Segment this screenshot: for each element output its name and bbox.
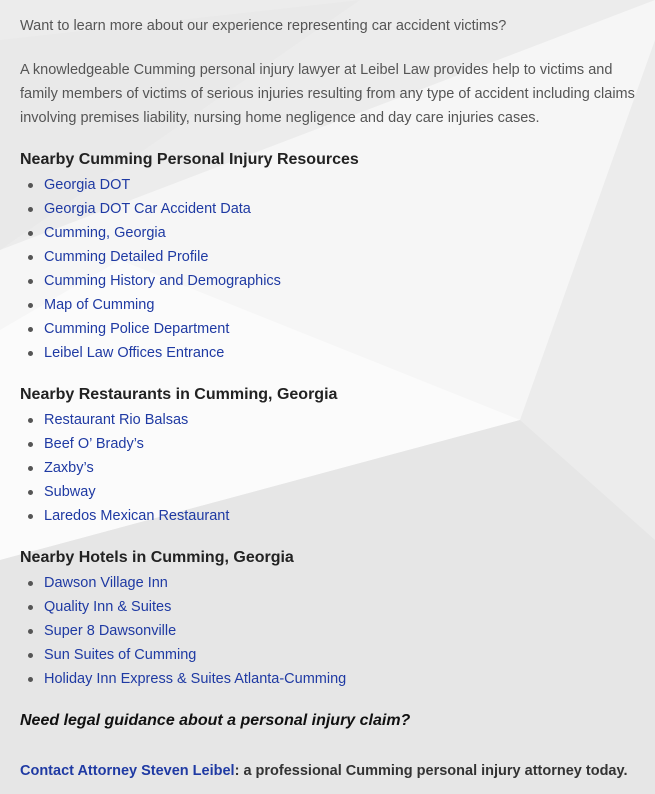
contact-attorney-link[interactable]: Contact Attorney Steven Leibel: [20, 763, 235, 779]
bullet-icon: [28, 466, 33, 471]
list-item: [20, 197, 648, 221]
list-item: [20, 245, 648, 269]
list-item: [20, 341, 648, 365]
list-item: [20, 408, 648, 432]
link-holiday-inn-express[interactable]: Holiday Inn Express & Suites Atlanta-Cumming: [44, 671, 347, 687]
list-item: [20, 595, 648, 619]
bullet-icon: [28, 183, 33, 188]
bullet-icon: [28, 442, 33, 447]
link-zaxbys[interactable]: Zaxby’s: [44, 460, 94, 476]
link-map-of-cumming[interactable]: Map of Cumming: [44, 297, 155, 313]
hotels-list: [20, 571, 648, 691]
link-sun-suites[interactable]: Sun Suites of Cumming: [44, 647, 197, 663]
bullet-icon: [28, 677, 33, 682]
bullet-icon: [28, 231, 33, 236]
link-cumming-georgia[interactable]: Cumming, Georgia: [44, 225, 166, 241]
list-item: [20, 480, 648, 504]
bullet-icon: [28, 605, 33, 610]
bullet-icon: [28, 279, 33, 284]
bullet-icon: [28, 207, 33, 212]
list-item: [20, 269, 648, 293]
list-item: [20, 173, 648, 197]
list-item: [20, 504, 648, 528]
link-laredos-mexican[interactable]: Laredos Mexican Restaurant: [44, 508, 230, 524]
link-subway[interactable]: Subway: [44, 484, 96, 500]
bullet-icon: [28, 490, 33, 495]
bullet-icon: [28, 351, 33, 356]
intro-text: Want to learn more about our experience representing car accident victims?: [20, 18, 507, 34]
bullet-icon: [28, 418, 33, 423]
restaurants-section: [20, 384, 648, 528]
resources-section: [20, 149, 648, 365]
list-item: [20, 619, 648, 643]
bullet-icon: [28, 581, 33, 586]
bullet-icon: [28, 303, 33, 308]
list-item: [20, 456, 648, 480]
bullet-icon: [28, 653, 33, 658]
link-leibel-law-entrance[interactable]: Leibel Law Offices Entrance: [44, 345, 225, 361]
hotels-section: [20, 547, 648, 691]
link-beef-o-bradys[interactable]: Beef O’ Brady’s: [44, 436, 144, 452]
list-item: [20, 221, 648, 245]
link-cumming-history[interactable]: Cumming History and Demographics: [44, 273, 281, 289]
main-paragraph: A knowledgeable Cumming personal injury lawyer at Leibel Law provides help to victims and family members of victims of serious injuries resulting from any type of accident including claims involving premises liability, nursing home negligence and day care injuries cases.: [20, 62, 635, 126]
link-cumming-detailed-profile[interactable]: Cumming Detailed Profile: [44, 249, 209, 265]
restaurants-list: [20, 408, 648, 528]
resources-list: [20, 173, 648, 365]
link-restaurant-rio-balsas[interactable]: Restaurant Rio Balsas: [44, 412, 189, 428]
link-georgia-dot-car-accident-data[interactable]: Georgia DOT Car Accident Data: [44, 201, 251, 217]
link-super-8[interactable]: Super 8 Dawsonville: [44, 623, 177, 639]
list-item: [20, 293, 648, 317]
section-heading: Nearby Hotels in Cumming, Georgia: [20, 549, 294, 566]
bullet-icon: [28, 514, 33, 519]
cta-rest-text: : a professional Cumming personal injury attorney today.: [234, 763, 628, 779]
list-item: [20, 667, 648, 691]
list-item: [20, 643, 648, 667]
bullet-icon: [28, 629, 33, 634]
link-dawson-village-inn[interactable]: Dawson Village Inn: [44, 575, 168, 591]
cta-question: Need legal guidance about a personal injury claim?: [20, 712, 411, 729]
link-georgia-dot[interactable]: Georgia DOT: [44, 177, 131, 193]
bullet-icon: [28, 255, 33, 260]
list-item: [20, 571, 648, 595]
cta-line: [20, 760, 628, 782]
link-quality-inn[interactable]: Quality Inn & Suites: [44, 599, 172, 615]
link-cumming-police[interactable]: Cumming Police Department: [44, 321, 230, 337]
section-heading: Nearby Restaurants in Cumming, Georgia: [20, 386, 338, 403]
list-item: [20, 432, 648, 456]
list-item: [20, 317, 648, 341]
bullet-icon: [28, 327, 33, 332]
section-heading: Nearby Cumming Personal Injury Resources: [20, 151, 359, 168]
